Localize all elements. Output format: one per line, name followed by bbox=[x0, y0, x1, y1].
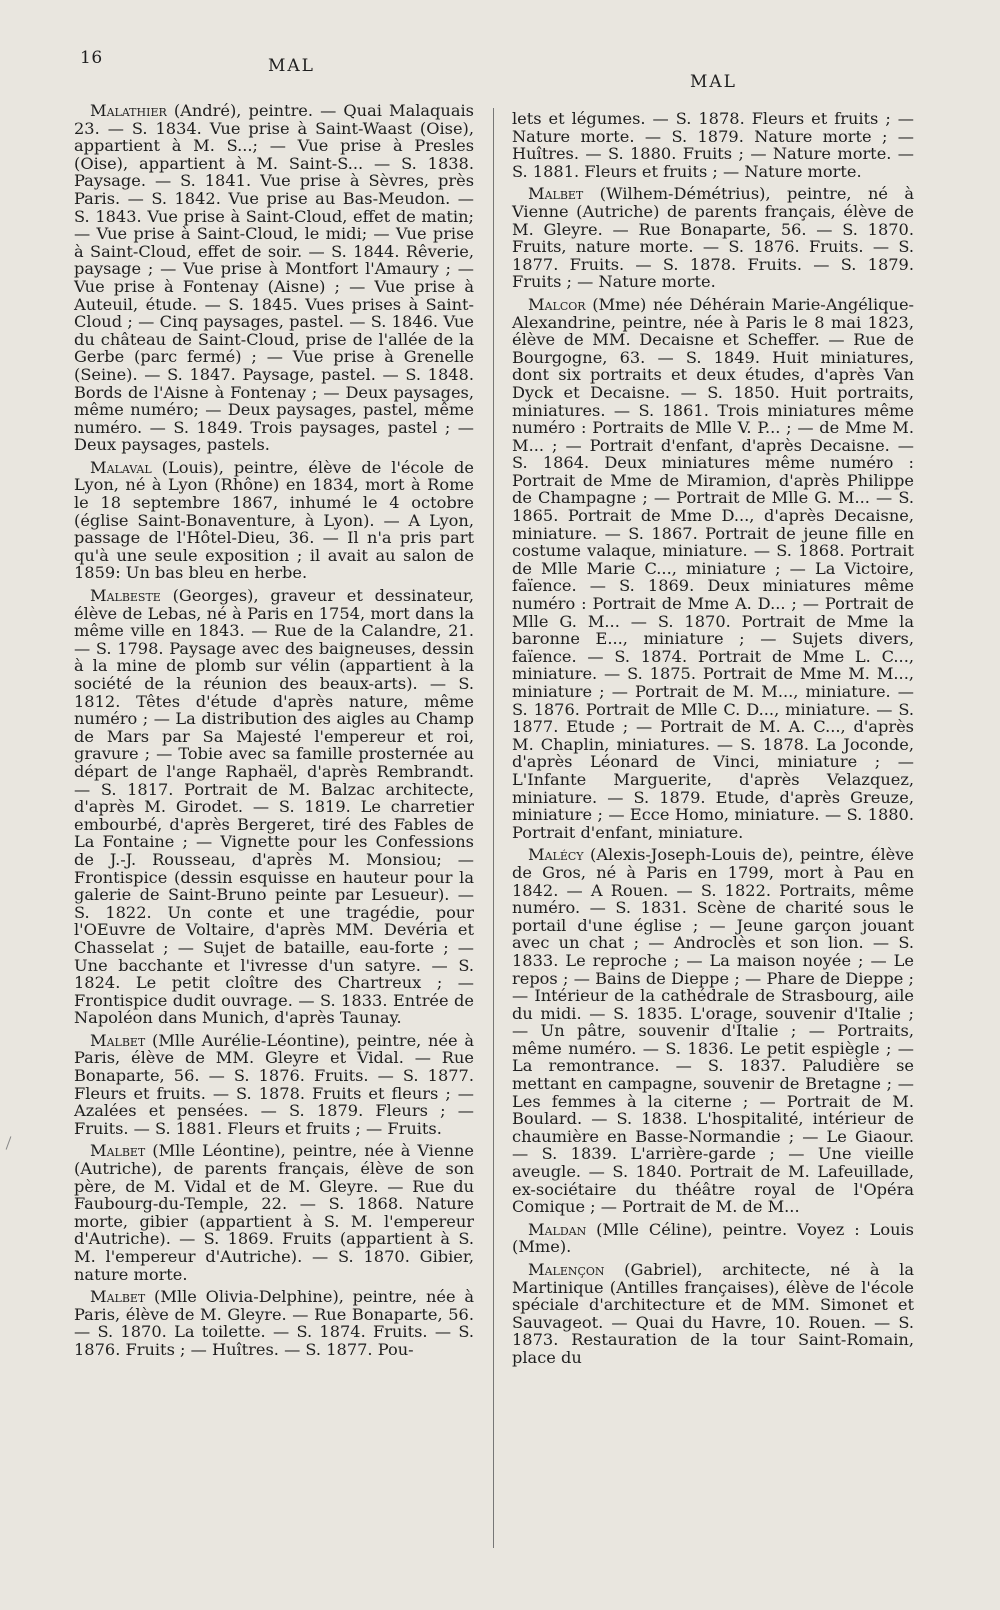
entry-name: Malbeste bbox=[90, 586, 161, 606]
entry-malcor bbox=[512, 296, 914, 841]
entry-continuation bbox=[512, 110, 914, 180]
running-head-left: MAL bbox=[268, 56, 315, 76]
entry-malencon bbox=[512, 1261, 914, 1367]
entry-text: (André), peintre. — Quai Malaquais 23. — S. 1834. Vue prise à Saint-Waast (Oise), appartient à M. S...; — Vue prise à Presles (Oise), appartient à M. Saint-S... — S. 1838. Paysage. — S. 1841. Vue prise à Sèvres, près Paris. — S. 1842. Vue prise au Bas-Meudon. — S. 1843. Vue prise à Saint-Cloud, effet de matin; — Vue prise à Saint-Cloud, le midi; — Vue prise à Saint-Cloud, effet de soir. — S. 1844. Rêverie, paysage ; — Vue prise à Montfort l'Amaury ; — Vue prise à Fontenay (Aisne) ; — Vue prise à Auteuil, étude. — S. 1845. Vues prises à Saint-Cloud ; — Cinq paysages, pastel. — S. 1846. Vue du château de Saint-Cloud, prise de l'allée de la Gerbe (parc fermé) ; — Vue prise à Grenelle (Seine). — S. 1847. Paysage, pastel. — S. 1848. Bords de l'Aisne à Fontenay ; — Deux paysages, même numéro; — Deux paysages, pastel, même numéro. — S. 1849. Trois paysages, pastel ; — Deux paysages, pastels. bbox=[74, 101, 474, 455]
entry-name: Malcor bbox=[528, 294, 586, 314]
entry-text: (Mlle Olivia-Delphine), peintre, née à Paris, élève de M. Gleyre. — Rue Bonaparte, 56. — S. 1870. La toilette. — S. 1874. Fruits. — S. 1876. Fruits ; — Huîtres. — S. 1877. Pou- bbox=[74, 1287, 474, 1359]
entry-name: Malécy bbox=[528, 845, 584, 865]
entry-name: Malbet bbox=[528, 184, 584, 204]
entry-malecy bbox=[512, 846, 914, 1215]
entry-malaval bbox=[74, 459, 474, 582]
entry-name: Malathier bbox=[90, 101, 167, 120]
entry-malbet-olivia bbox=[74, 1288, 474, 1358]
entry-text: (Wilhem-Démétrius), peintre, né à Vienne (Autriche) de parents français, élève de M. Gleyre. — Rue Bonaparte, 56. — S. 1870. Fruits, nature morte. — S. 1876. Fruits. — S. 1877. Fruits. — S. 1878. Fruits. — S. 1879. Fruits ; — Nature morte. bbox=[512, 184, 914, 292]
entry-text: (Mlle Aurélie-Léontine), peintre, née à Paris, élève de MM. Gleyre et Vidal. — Rue Bonaparte, 56. — S. 1876. Fruits. — S. 1877. Fleurs et fruits. — S. 1878. Fruits et fleurs ; — Azalées et pensées. — S. 1879. Fleurs ; — Fruits. — S. 1881. Fleurs et fruits ; — Fruits. bbox=[74, 1030, 474, 1138]
running-head-right: MAL bbox=[690, 72, 737, 92]
entry-text: (Alexis-Joseph-Louis de), peintre, élève de Gros, né à Paris en 1799, mort à Pau en 1842. — A Rouen. — S. 1822. Portraits, même numéro. — S. 1831. Scène de charité sous le portail d'une église ; — Jeune garçon jouant avec un chat ; — Androclès et son lion. — S. 1833. Le reproche ; — La maison noyée ; — Le repos ; — Bains de Dieppe ; — Phare de Dieppe ; — Intérieur de la cathédrale de Strasbourg, aile du midi. — S. 1835. L'orage, souvenir d'Italie ; — Un pâtre, souvenir d'Italie ; — Portraits, même numéro. — S. 1836. Le petit espiègle ; — La remontrance. — S. 1837. Paludière se mettant en campagne, souvenir de Bretagne ; — Les femmes à la citerne ; — Portrait de M. Boulard. — S. 1838. L'hospitalité, intérieur de chaumière en Basse-Normandie ; — Le Giaour. — S. 1839. L'arrière-garde ; — Une vieille aveugle. — S. 1840. Portrait de M. Lafeuillade, ex-sociétaire du théâtre royal de l'Opéra Comique ; — Portrait de M. de M... bbox=[512, 845, 914, 1217]
entry-text: (Mlle Céline), peintre. Voyez : Louis (Mme). bbox=[512, 1219, 914, 1257]
entry-malbet-wilhem bbox=[512, 185, 914, 291]
entry-text: (Gabriel), architecte, né à la Martinique (Antilles françaises), élève de l'école spéciale d'architecture et de MM. Simonet et Sauvageot. — Quai du Havre, 10. Rouen. — S. 1873. Restauration de la tour Saint-Romain, place du bbox=[512, 1260, 914, 1367]
entry-text: (Mme) née Déhérain Marie-Angélique-Alexandrine, peintre, née à Paris le 8 mai 1823, élève de MM. Decaisne et Scheffer. — Rue de Bourgogne, 63. — S. 1849. Huit miniatures, dont six portraits et deux études, d'après Van Dyck et Decaisne. — S. 1850. Huit portraits, miniatures. — S. 1861. Trois miniatures même numéro : Portraits de Mlle V. P... ; — de Mme M. M... ; — Portrait d'enfant, d'après Decaisne. — S. 1864. Deux miniatures même numéro : Portrait de Mme de Miramion, d'après Philippe de Champagne ; — Portrait de Mlle G. M... — S. 1865. Portrait de Mme D..., d'après Decaisne, miniature. — S. 1867. Portrait de jeune fille en costume valaque, miniature. — S. 1868. Portrait de Mlle Marie C..., miniature ; — La Victoire, faïence. — S. 1869. Deux miniatures même numéro : Portrait de Mme A. D... ; — Portrait de Mlle G. M... — S. 1870. Portrait de Mme la baronne E..., miniature ; — Sujets divers, faïence. — S. 1874. Portrait de Mme L. C..., miniature. — S. 1875. Portrait de Mme M. M..., miniature ; — Portrait de M. M..., miniature. — S. 1876. Portrait de Mlle C. D..., miniature. — S. 1877. Etude ; — Portrait de M. A. C..., d'après M. Chaplin, miniatures. — S. 1878. La Joconde, d'après Léonard de Vinci, miniature ; — L'Infante Marguerite, d'après Velazquez, miniature. — S. 1879. Etude, d'après Greuze, miniature ; — Ecce Homo, miniature. — S. 1880. Portrait d'enfant, miniature. bbox=[512, 294, 914, 842]
entry-text: lets et légumes. — S. 1878. Fleurs et fruits ; — Nature morte. — S. 1879. Nature morte ; — Huîtres. — S. 1880. Fruits ; — Nature morte. — S. 1881. Fleurs et fruits ; — Nature morte. bbox=[512, 109, 914, 181]
entry-name: Malençon bbox=[528, 1260, 605, 1279]
entry-maldan bbox=[512, 1221, 914, 1256]
entry-name: Malbet bbox=[90, 1030, 146, 1050]
entry-name: Malbet bbox=[90, 1141, 146, 1161]
entry-malbeste bbox=[74, 587, 474, 1027]
right-column bbox=[512, 110, 914, 1372]
entry-text: (Mlle Léontine), peintre, née à Vienne (Autriche), de parents français, élève de son père, de M. Vidal et de M. Gleyre. — Rue du Faubourg-du-Temple, 22. — S. 1868. Nature morte, gibier (appartient à S. M. l'empereur d'Autriche). — S. 1869. Fruits (appartient à S. M. l'empereur d'Autriche). — S. 1870. Gibier, nature morte. bbox=[74, 1141, 474, 1284]
entry-name: Malaval bbox=[90, 457, 152, 477]
entry-name: Malbet bbox=[90, 1287, 146, 1307]
left-column bbox=[74, 102, 474, 1364]
margin-mark bbox=[6, 1136, 12, 1149]
column-divider bbox=[493, 108, 494, 1548]
page-number: 16 bbox=[80, 48, 103, 68]
entry-malbet-leontine bbox=[74, 1142, 474, 1283]
entry-text: (Georges), graveur et dessinateur, élève de Lebas, né à Paris en 1754, mort dans la même ville en 1843. — Rue de la Calandre, 21. — S. 1798. Paysage avec des baigneuses, dessin à la mine de plomb sur vélin (appartient à la société de la réunion des beaux-arts). — S. 1812. Têtes d'étude d'après nature, même numéro ; — La distribution des aigles au Champ de Mars par Sa Majesté l'empereur et roi, gravure ; — Tobie avec sa famille prosternée au départ de l'ange Raphaël, d'après Rembrandt. — S. 1817. Portrait de M. Balzac architecte, d'après M. Girodet. — S. 1819. Le charretier embourbé, d'après Bergeret, tiré des Fables de La Fontaine ; — Vignette pour les Confessions de J.-J. Rousseau, d'après M. Monsiou; — Frontispice (dessin esquisse en hauteur pour la galerie de Saint-Bruno peinte par Lesueur). — S. 1822. Un conte et une tragédie, pour l'OEuvre de Voltaire, d'après MM. Devéria et Chasselat ; — Sujet de bataille, eau-forte ; — Une bacchante et l'ivresse d'un satyre. — S. 1824. Le petit cloître des Chartreux ; — Frontispice dudit ouvrage. — S. 1833. Entrée de Napoléon dans Munich, d'après Taunay. bbox=[74, 586, 474, 1028]
entry-malathier bbox=[74, 102, 474, 454]
entry-malbet-aurelie bbox=[74, 1032, 474, 1138]
entry-text: (Louis), peintre, élève de l'école de Lyon, né à Lyon (Rhône) en 1834, mort à Rome le 18 septembre 1867, inhumé le 4 octobre (église Saint-Bonaventure, à Lyon). — A Lyon, passage de l'Hôtel-Dieu, 36. — Il n'a pris part qu'à une seule exposition ; il avait au salon de 1859: Un bas bleu en herbe. bbox=[74, 457, 474, 583]
entry-name: Maldan bbox=[528, 1219, 587, 1239]
